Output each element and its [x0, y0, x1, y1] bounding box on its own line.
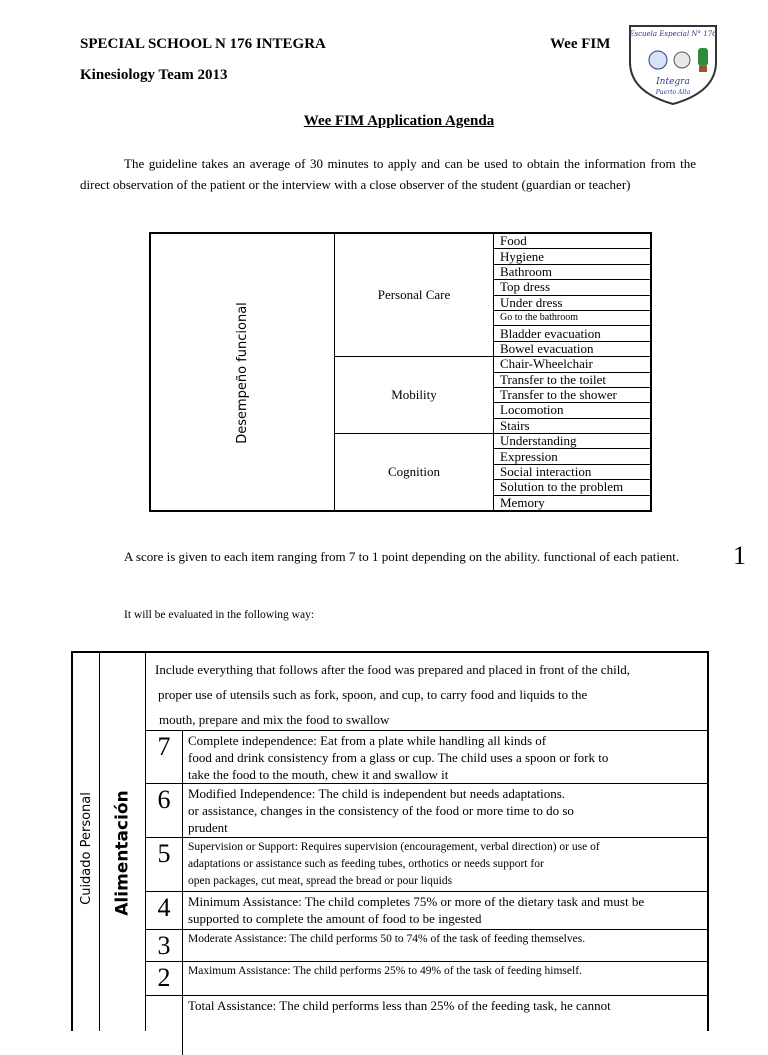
page-number: 1	[733, 541, 746, 570]
score-value: 4	[146, 892, 183, 929]
score-description-line: supported to complete the amount of food to be ingested	[188, 911, 482, 926]
form-name: Wee FIM	[550, 36, 611, 52]
domain-item: Solution to the problem	[494, 480, 652, 495]
score-value: 3	[146, 930, 183, 961]
school-name: SPECIAL SCHOOL N 176 INTEGRA	[80, 36, 326, 52]
outer-label: Cuidado Personal	[78, 791, 94, 905]
scoring-table	[71, 651, 709, 1031]
domain-group: Mobility	[335, 357, 494, 434]
evaluation-note: It will be evaluated in the following way:	[124, 609, 315, 621]
domain-item: Bathroom	[494, 264, 652, 279]
score-value: 7	[146, 731, 183, 783]
score-description	[188, 785, 710, 836]
document-title: Wee FIM Application Agenda	[303, 113, 495, 129]
scoring-intro-line: proper use of utensils such as fork, spoon, and cup, to carry food and liquids to the	[158, 687, 588, 702]
scoring-intro-line: Include everything that follows after the food was prepared and placed in front of the child,	[155, 662, 631, 677]
score-level-row	[146, 929, 709, 961]
score-value: 6	[146, 784, 183, 837]
inner-label: Alimentación	[112, 790, 133, 916]
score-level-row	[146, 891, 709, 929]
score-level-row	[146, 730, 709, 783]
domain-item: Go to the bathroom	[494, 310, 652, 325]
score-description	[188, 839, 710, 890]
score-description-line: Moderate Assistance: The child performs 50 to 74% of the task of feeding themselves.	[188, 933, 586, 945]
score-description-line: Total Assistance: The child performs less than 25% of the feeding task, he cannot	[188, 998, 611, 1013]
domain-item: Transfer to the toilet	[494, 372, 652, 387]
domains-table	[149, 232, 652, 512]
domain-item: Social interaction	[494, 464, 652, 479]
domain-item: Understanding	[494, 434, 652, 449]
domain-item: Food	[494, 233, 652, 249]
domain-item: Chair-Wheelchair	[494, 357, 652, 372]
score-description-line: take the food to the mouth, chew it and swallow it	[188, 767, 449, 782]
functional-performance-cell	[150, 233, 335, 511]
scoring-intro-line: mouth, prepare and mix the food to swallow	[159, 712, 390, 727]
score-description	[188, 931, 710, 948]
domain-item: Locomotion	[494, 403, 652, 418]
score-description-line: Minimum Assistance: The child completes 75% or more of the dietary task and must be	[188, 894, 645, 909]
domain-item: Stairs	[494, 418, 652, 433]
domain-row	[150, 233, 651, 249]
svg-text:Escuela Especial N° 176: Escuela Especial N° 176	[629, 30, 717, 38]
intro-text: The guideline takes an average of 30 minutes to apply and can be used to obtain the information from the direct observation of the patient or the interview with a close observer of the student (guardian or teacher)	[80, 156, 696, 192]
score-description-line: or assistance, changes in the consistency of the food or more time to do so	[188, 803, 574, 818]
score-value: 5	[146, 838, 183, 891]
score-description	[188, 997, 710, 1014]
score-description-line: Maximum Assistance: The child performs 25% to 49% of the task of feeding himself.	[188, 965, 582, 977]
functional-performance-label: Desempeño funcional	[234, 301, 250, 444]
score-value: 2	[146, 962, 183, 995]
score-description	[188, 893, 710, 927]
domain-group: Personal Care	[335, 233, 494, 357]
score-description-line: open packages, cut meat, spread the bread or pour liquids	[188, 875, 453, 887]
score-description-line: Complete independence: Eat from a plate while handling all kinds of	[188, 733, 547, 748]
domain-item: Memory	[494, 495, 652, 511]
school-logo	[626, 22, 720, 106]
score-description-line: Modified Independence: The child is independent but needs adaptations.	[188, 786, 566, 801]
team-name: Kinesiology Team 2013	[80, 67, 228, 83]
domain-item: Under dress	[494, 295, 652, 310]
score-level-row	[146, 995, 709, 1055]
score-description-line: prudent	[188, 820, 228, 835]
domain-item: Expression	[494, 449, 652, 464]
score-description	[188, 732, 710, 783]
domain-item: Bowel evacuation	[494, 341, 652, 356]
score-paragraph	[80, 547, 696, 568]
domain-item: Bladder evacuation	[494, 326, 652, 341]
intro-paragraph	[80, 154, 696, 195]
domain-item: Hygiene	[494, 249, 652, 264]
domain-item: Top dress	[494, 280, 652, 295]
svg-text:Puerto Alta: Puerto Alta	[655, 89, 691, 96]
domain-item: Transfer to the shower	[494, 387, 652, 402]
domain-group: Cognition	[335, 434, 494, 511]
outer-label-column	[73, 653, 100, 1031]
svg-text:Integra: Integra	[656, 77, 690, 87]
score-level-row	[146, 837, 709, 891]
score-level-row	[146, 961, 709, 995]
score-description-line: adaptations or assistance such as feeding tubes, orthotics or needs support for	[188, 858, 544, 870]
score-value	[146, 996, 183, 1055]
score-text: A score is given to each item ranging from 7 to 1 point depending on the ability. functional of each patient.	[124, 549, 680, 564]
score-description-line: food and drink consistency from a glass or cup. The child uses a spoon or fork to	[188, 750, 609, 765]
score-level-row	[146, 783, 709, 837]
score-description-line: Supervision or Support: Requires supervision (encouragement, verbal direction) or use of	[188, 841, 600, 853]
scoring-intro	[155, 657, 700, 732]
score-description	[188, 963, 710, 980]
inner-label-column	[100, 653, 146, 1031]
